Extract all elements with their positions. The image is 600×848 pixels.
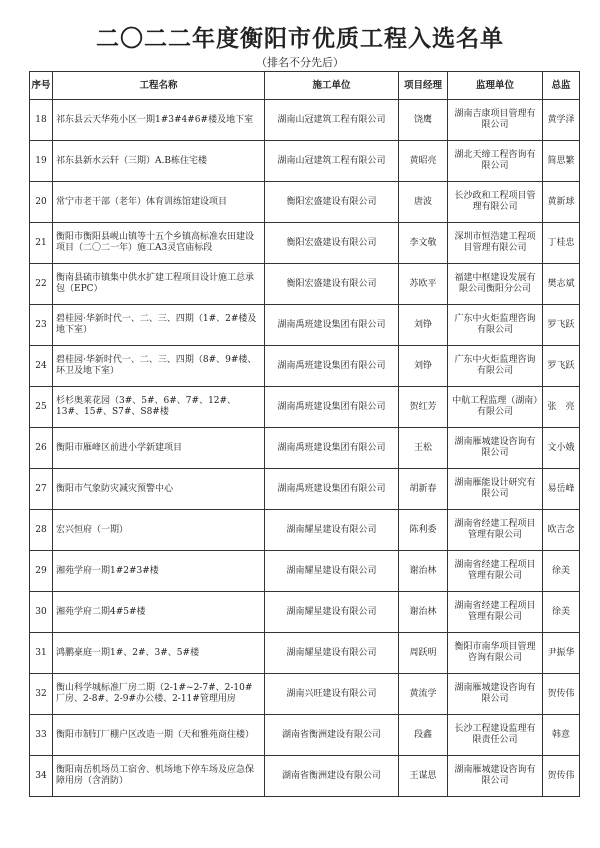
project-name-cell: 宏兴恒府（一期）: [53, 510, 265, 551]
table-row: [30, 756, 580, 797]
project-name-cell: 衡阳市雁峰区前进小学新建项目: [53, 428, 265, 469]
table-header-row: [30, 72, 580, 100]
project-manager-cell: 贺红芳: [399, 387, 448, 428]
project-manager-cell: 饶鹰: [399, 100, 448, 141]
project-name-cell: 衡山科学城标准厂房二期（2-1#~2-7#、2-10#厂房、2-8#、2-9#办公楼、2-11#管理用房: [53, 674, 265, 715]
project-name-cell: 衡阳南岳机场员工宿舍、机场地下停车场及应急保障用房（含消防）: [53, 756, 265, 797]
chief-supervisor-cell: 樊志斌: [543, 264, 580, 305]
seq-cell: 26: [30, 428, 53, 469]
contractor-cell: 湖南禹班建设集团有限公司: [265, 346, 399, 387]
supervisor-cell: 广东中火炬监理咨询有限公司: [448, 346, 543, 387]
table-row: [30, 223, 580, 264]
contractor-cell: 湖南山冠建筑工程有限公司: [265, 141, 399, 182]
project-manager-cell: 黄昭亮: [399, 141, 448, 182]
seq-cell: 28: [30, 510, 53, 551]
table-row: [30, 264, 580, 305]
chief-supervisor-cell: 黄学泽: [543, 100, 580, 141]
supervisor-cell: 中航工程监理（湖南）有限公司: [448, 387, 543, 428]
project-manager-cell: 谢治林: [399, 592, 448, 633]
contractor-cell: 衡阳宏盛建设有限公司: [265, 223, 399, 264]
chief-supervisor-cell: 贺传伟: [543, 756, 580, 797]
project-name-cell: 杉杉奥莱花园（3#、5#、6#、7#、12#、13#、15#、S7#、S8#楼: [53, 387, 265, 428]
project-manager-cell: 刘铮: [399, 305, 448, 346]
seq-cell: 23: [30, 305, 53, 346]
project-manager-cell: 李文敬: [399, 223, 448, 264]
supervisor-cell: 湖北天缔工程咨询有限公司: [448, 141, 543, 182]
supervisor-cell: 湖南省经建工程项目管理有限公司: [448, 510, 543, 551]
contractor-cell: 湖南耀星建设有限公司: [265, 592, 399, 633]
seq-cell: 24: [30, 346, 53, 387]
table-row: [30, 551, 580, 592]
header-seq: 序号: [30, 72, 53, 100]
project-name-cell: 碧桂园·华新时代一、二、三、四期（1#、2#楼及地下室）: [53, 305, 265, 346]
document-title: 二〇二二年度衡阳市优质工程入选名单: [96, 26, 504, 52]
chief-supervisor-cell: 黄新球: [543, 182, 580, 223]
table-body: [30, 100, 580, 797]
contractor-cell: 衡阳宏盛建设有限公司: [265, 182, 399, 223]
project-manager-cell: 苏欧平: [399, 264, 448, 305]
contractor-cell: 湖南山冠建筑工程有限公司: [265, 100, 399, 141]
project-table: [29, 71, 580, 797]
chief-supervisor-cell: 尹振华: [543, 633, 580, 674]
project-manager-cell: 刘铮: [399, 346, 448, 387]
seq-cell: 31: [30, 633, 53, 674]
project-manager-cell: 王谋思: [399, 756, 448, 797]
contractor-cell: 湖南耀星建设有限公司: [265, 633, 399, 674]
seq-cell: 22: [30, 264, 53, 305]
chief-supervisor-cell: 欧吉念: [543, 510, 580, 551]
table-row: [30, 182, 580, 223]
project-manager-cell: 唐波: [399, 182, 448, 223]
seq-cell: 19: [30, 141, 53, 182]
contractor-cell: 湖南禹班建设集团有限公司: [265, 387, 399, 428]
project-name-cell: 衡阳市衡阳县岘山镇等十五个乡镇高标准农田建设项目（二〇二一年）施工A3灵官庙标段: [53, 223, 265, 264]
table-row: [30, 510, 580, 551]
supervisor-cell: 湖南省经建工程项目管理有限公司: [448, 592, 543, 633]
table-row: [30, 100, 580, 141]
supervisor-cell: 广东中火炬监理咨询有限公司: [448, 305, 543, 346]
seq-cell: 25: [30, 387, 53, 428]
chief-supervisor-cell: 文小娥: [543, 428, 580, 469]
table-row: [30, 141, 580, 182]
supervisor-cell: 湖南雁城建设咨询有限公司: [448, 756, 543, 797]
seq-cell: 21: [30, 223, 53, 264]
table-row: [30, 387, 580, 428]
project-manager-cell: 王松: [399, 428, 448, 469]
document-subtitle: （排名不分先后）: [256, 56, 344, 69]
seq-cell: 29: [30, 551, 53, 592]
table-row: [30, 592, 580, 633]
project-name-cell: 鸿鹏豪庭一期1#、2#、3#、5#楼: [53, 633, 265, 674]
project-name-cell: 衡阳市气象防灾减灾预警中心: [53, 469, 265, 510]
contractor-cell: 湖南省衡洲建设有限公司: [265, 756, 399, 797]
chief-supervisor-cell: 罗飞跃: [543, 305, 580, 346]
chief-supervisor-cell: 易岳峰: [543, 469, 580, 510]
supervisor-cell: 湖南雁城建设咨询有限公司: [448, 674, 543, 715]
header-project-manager: 项目经理: [399, 72, 448, 100]
contractor-cell: 湖南耀星建设有限公司: [265, 551, 399, 592]
contractor-cell: 衡阳宏盛建设有限公司: [265, 264, 399, 305]
project-name-cell: 碧桂园·华新时代一、二、三、四期（8#、9#楼、环卫及地下室）: [53, 346, 265, 387]
header-supervisor: 监理单位: [448, 72, 543, 100]
supervisor-cell: 湖南吉康项目管理有限公司: [448, 100, 543, 141]
seq-cell: 33: [30, 715, 53, 756]
seq-cell: 18: [30, 100, 53, 141]
seq-cell: 30: [30, 592, 53, 633]
project-name-cell: 祁东县云天华苑小区一期1#3#4#6#楼及地下室: [53, 100, 265, 141]
supervisor-cell: 长沙政和工程项目管理有限公司: [448, 182, 543, 223]
supervisor-cell: 福建中枢建设发展有限公司衡阳分公司: [448, 264, 543, 305]
project-name-cell: 衡南县硫市镇集中供水扩建工程项目设计施工总承包（EPC）: [53, 264, 265, 305]
seq-cell: 32: [30, 674, 53, 715]
chief-supervisor-cell: 张 亮: [543, 387, 580, 428]
project-manager-cell: 黄流学: [399, 674, 448, 715]
chief-supervisor-cell: 丁桂忠: [543, 223, 580, 264]
seq-cell: 34: [30, 756, 53, 797]
chief-supervisor-cell: 韩意: [543, 715, 580, 756]
project-name-cell: 常宁市老干部（老年）体育训练馆建设项目: [53, 182, 265, 223]
project-name-cell: 湘苑学府二期4#5#楼: [53, 592, 265, 633]
seq-cell: 27: [30, 469, 53, 510]
contractor-cell: 湖南省衡洲建设有限公司: [265, 715, 399, 756]
supervisor-cell: 湖南省经建工程项目管理有限公司: [448, 551, 543, 592]
project-name-cell: 衡阳市制钉厂棚户区改造一期（天和雅苑商住楼）: [53, 715, 265, 756]
table-row: [30, 715, 580, 756]
supervisor-cell: 衡阳市南华项目管理咨询有限公司: [448, 633, 543, 674]
chief-supervisor-cell: 贺传伟: [543, 674, 580, 715]
header-project-name: 工程名称: [53, 72, 265, 100]
seq-cell: 20: [30, 182, 53, 223]
contractor-cell: 湖南禹班建设集团有限公司: [265, 305, 399, 346]
supervisor-cell: 湖南雁能设计研究有限公司: [448, 469, 543, 510]
table-row: [30, 428, 580, 469]
project-manager-cell: 谢治林: [399, 551, 448, 592]
table-row: [30, 633, 580, 674]
supervisor-cell: 深圳市恒浩建工程项目管理有限公司: [448, 223, 543, 264]
chief-supervisor-cell: 罗飞跃: [543, 346, 580, 387]
chief-supervisor-cell: 简思繁: [543, 141, 580, 182]
header-chief-supervisor: 总监: [543, 72, 580, 100]
project-name-cell: 湘苑学府一期1#2#3#楼: [53, 551, 265, 592]
supervisor-cell: 长沙工程建设监理有限责任公司: [448, 715, 543, 756]
table-row: [30, 346, 580, 387]
chief-supervisor-cell: 徐美: [543, 592, 580, 633]
contractor-cell: 湖南耀星建设有限公司: [265, 510, 399, 551]
project-manager-cell: 胡新春: [399, 469, 448, 510]
table-row: [30, 305, 580, 346]
contractor-cell: 湖南禹班建设集团有限公司: [265, 428, 399, 469]
contractor-cell: 湖南禹班建设集团有限公司: [265, 469, 399, 510]
contractor-cell: 湖南兴旺建设有限公司: [265, 674, 399, 715]
project-name-cell: 祁东县新水云轩（三期）A.B栋住宅楼: [53, 141, 265, 182]
project-manager-cell: 周跃明: [399, 633, 448, 674]
table-row: [30, 674, 580, 715]
supervisor-cell: 湖南雁城建设咨询有限公司: [448, 428, 543, 469]
header-contractor: 施工单位: [265, 72, 399, 100]
table-row: [30, 469, 580, 510]
project-manager-cell: 陈利委: [399, 510, 448, 551]
chief-supervisor-cell: 徐美: [543, 551, 580, 592]
project-manager-cell: 段鑫: [399, 715, 448, 756]
